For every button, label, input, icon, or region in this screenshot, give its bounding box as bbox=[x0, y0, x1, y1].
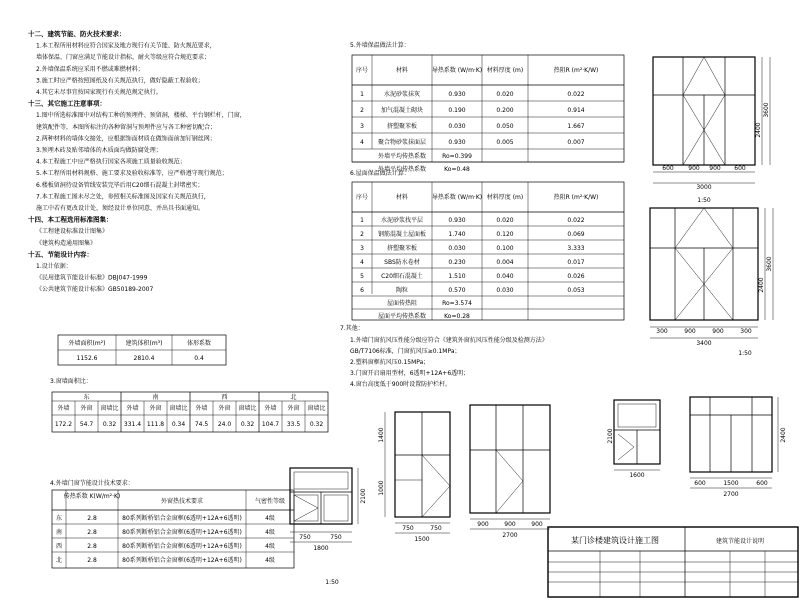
note-line: 4.本工程施工中应严格执行国家各项施工质量验收规范； bbox=[36, 158, 186, 166]
mat-cell: 0.030 bbox=[496, 286, 514, 294]
dim-3000: 3000 bbox=[696, 184, 712, 191]
window-elevation-c4 bbox=[607, 400, 660, 479]
note-line: 《公共建筑节能设计标准》GB50189-2007 bbox=[36, 286, 154, 294]
dim-1500: 1500 bbox=[414, 536, 430, 543]
dim-1800: 1800 bbox=[313, 545, 329, 552]
mat-footer-value: Ro=0.399 bbox=[442, 153, 472, 160]
note-line: 建筑配件等，本图所标注的各种留洞与预埋件应与各工种密切配合； bbox=[36, 123, 217, 131]
dim-750: 750 bbox=[330, 534, 342, 541]
mat-header: 材料 bbox=[395, 194, 409, 201]
mat-cell: 0.020 bbox=[496, 91, 514, 99]
dim-900: 900 bbox=[688, 165, 700, 172]
window-air: 4级 bbox=[265, 515, 275, 522]
note-line: 3.施工时应严格按照图纸及有关规范执行，做好隐蔽工程验收； bbox=[36, 77, 204, 85]
window-tech: 80系列断桥铝合金窗框(6透明+12A+6透明) bbox=[122, 515, 242, 522]
note-line: 4.其它未尽事宜按国家现行有关规范规定执行。 bbox=[36, 89, 162, 96]
ratio-value: 111.8 bbox=[146, 421, 165, 428]
window-orient: 东 bbox=[55, 515, 63, 522]
mat-cell: 0.017 bbox=[567, 258, 585, 266]
dim-900: 900 bbox=[712, 328, 724, 335]
mat-cell: 挤塑聚苯板 bbox=[386, 123, 418, 131]
mat-cell: 加气混凝土砌块 bbox=[380, 107, 424, 115]
mat-header: 材料 bbox=[395, 67, 409, 74]
mat-cell: 3 bbox=[360, 123, 364, 131]
mat-cell: 0.570 bbox=[448, 286, 466, 294]
note-line: 6.楼板留洞待设备管线安装完毕后用C20细石混凝土封堵密实； bbox=[36, 181, 204, 189]
ratio-group: 东 bbox=[83, 394, 90, 401]
note-line: 十五、节能设计内容： bbox=[28, 250, 93, 259]
mat-cell: 0.069 bbox=[567, 230, 585, 238]
mat-footer-value: Ko=0.48 bbox=[444, 166, 470, 173]
mat-cell: SBS防水卷材 bbox=[384, 258, 420, 266]
note-line: 十三、其它施工注意事项： bbox=[28, 99, 106, 108]
dim-750: 750 bbox=[299, 534, 311, 541]
mat-cell: 0.026 bbox=[567, 272, 585, 280]
ratio-subheader: 外墙 bbox=[126, 405, 139, 412]
dim-600: 600 bbox=[734, 165, 746, 172]
door-elevation-1 bbox=[653, 57, 770, 204]
mat-cell: 0.914 bbox=[567, 107, 585, 115]
note-line: GB/T7106标准，门窗抗风压≥0.1MPa； bbox=[350, 348, 461, 355]
dim-1000: 1000 bbox=[378, 480, 385, 496]
mat-header: 导热系数 (W/m·K) bbox=[431, 194, 483, 201]
mat-footer-value: Ko=0.28 bbox=[444, 313, 470, 320]
dim-2700: 2700 bbox=[502, 532, 518, 539]
window-k: 2.8 bbox=[87, 515, 97, 522]
section-3-title: 3.窗墙面积比： bbox=[50, 378, 92, 385]
mat-cell: 0.120 bbox=[496, 230, 514, 238]
mat-cell: 2 bbox=[360, 230, 364, 238]
note-line: 5.本工程所用材料规格、施工要求及验收标准等，应严格遵守现行规范； bbox=[36, 170, 228, 178]
summary-h3: 体形系数 bbox=[186, 340, 212, 347]
window-elevation-c1 bbox=[290, 468, 367, 586]
note-line: 1.本工程所用材料应符合国家及地方现行有关节能、防火规范要求， bbox=[36, 42, 216, 50]
ratio-subheader: 窗墙比 bbox=[307, 405, 326, 412]
mat-cell: 0.005 bbox=[496, 139, 514, 147]
note-line: 2.两种材料的墙体交接处，应根据饰面材质在做饰面前加钉钢丝网； bbox=[36, 135, 216, 143]
title-project: 某门诊楼建筑设计施工图 bbox=[571, 536, 659, 545]
note-line: 十二、建筑节能、防火技术要求： bbox=[28, 30, 126, 38]
dim-1500: 1500 bbox=[723, 480, 739, 487]
dim-2400: 2400 bbox=[780, 427, 787, 443]
mat-header: 序号 bbox=[355, 194, 369, 201]
note-line: 墙体保温、门窗应满足节能设计指标，耐火等级应符合规范要求； bbox=[36, 54, 211, 62]
ratio-subheader: 外墙 bbox=[195, 405, 208, 412]
mat-cell: 0.030 bbox=[448, 244, 466, 252]
mat-cell: 钢筋混凝土屋面板 bbox=[377, 230, 427, 238]
mat-cell: 0.004 bbox=[496, 258, 514, 266]
section-7-title: 7.其他： bbox=[340, 325, 364, 332]
mat-cell: 0.930 bbox=[448, 91, 466, 99]
ratio-value: 0.34 bbox=[171, 421, 186, 428]
dim-2700: 2700 bbox=[723, 491, 739, 498]
mat-footer-label: 外墙平均传热系数 bbox=[377, 153, 427, 160]
ratio-subheader: 窗墙比 bbox=[238, 405, 257, 412]
mat-footer-label: 外墙平均传热系数 bbox=[377, 166, 427, 173]
ratio-value: 54.7 bbox=[79, 421, 94, 428]
note-line: 4.窗台高度低于900时设置防护栏杆。 bbox=[350, 381, 452, 388]
wall-ratio-table bbox=[52, 392, 328, 432]
note-line: 《民用建筑节能设计标准》DBJ047-1999 bbox=[36, 274, 148, 282]
summary-v3: 0.4 bbox=[194, 355, 204, 362]
mat-header: 热阻R (m²·K/W) bbox=[553, 67, 599, 74]
summary-v1: 1152.6 bbox=[76, 355, 98, 362]
dim-900: 900 bbox=[531, 521, 543, 528]
ratio-subheader: 外窗 bbox=[218, 405, 231, 412]
dim-750: 750 bbox=[430, 525, 442, 532]
ratio-value: 24.0 bbox=[217, 421, 232, 428]
dim-600: 600 bbox=[662, 165, 674, 172]
mat-cell: 4 bbox=[360, 258, 364, 266]
ratio-group: 北 bbox=[290, 394, 297, 401]
mat-cell: 0.007 bbox=[567, 139, 585, 147]
dim-1400: 1400 bbox=[378, 427, 385, 443]
win-h-tech: 外窗热技术要求 bbox=[160, 498, 204, 505]
mat-footer-label: 屋面平均传热系数 bbox=[377, 313, 427, 320]
window-k: 2.8 bbox=[87, 529, 97, 536]
mat-cell: 聚合物砂浆抹面层 bbox=[377, 139, 427, 147]
mat-cell: 0.190 bbox=[448, 107, 466, 115]
ratio-value: 0.32 bbox=[102, 421, 117, 428]
mat-cell: 水泥砂浆找平层 bbox=[380, 216, 424, 224]
mat-cell: 水泥砂浆抹灰 bbox=[383, 91, 421, 99]
summary-table bbox=[58, 335, 226, 365]
note-line: 3.门窗开启扇用型材，6透明+12A+6透明； bbox=[350, 370, 470, 377]
section-4-title: 4.外墙门窗节能设计技术要求： bbox=[50, 480, 134, 487]
win-h-air: 气密性等级 bbox=[254, 498, 286, 505]
dim-900: 900 bbox=[477, 521, 489, 528]
ratio-value: 172.2 bbox=[54, 421, 73, 428]
mat-header: 导热系数 (W/m·K) bbox=[431, 67, 483, 74]
dim-3600: 3600 bbox=[766, 256, 773, 272]
ratio-subheader: 外窗 bbox=[80, 405, 93, 412]
mat-cell: 1 bbox=[360, 216, 364, 224]
dim-600: 600 bbox=[694, 480, 706, 487]
title-drawing: 建筑节能设计说明 bbox=[715, 538, 765, 545]
summary-h2: 建筑体积(m³) bbox=[125, 340, 163, 347]
dim-900: 900 bbox=[684, 328, 696, 335]
scale-label: 1:50 bbox=[325, 579, 339, 586]
summary-v2: 2810.4 bbox=[133, 355, 155, 362]
window-air: 4级 bbox=[265, 529, 275, 536]
note-line: 1.设计依据： bbox=[36, 263, 72, 270]
summary-h1: 外墙面积(m²) bbox=[68, 340, 106, 347]
section-5-title: 5.外墙保温做法计算： bbox=[350, 42, 410, 49]
window-orient: 北 bbox=[55, 557, 63, 564]
mat-header: 序号 bbox=[355, 67, 369, 74]
note-line: 1.外墙门窗抗风压性能分级应符合《建筑外窗抗风压性能分级及检测方法》 bbox=[350, 337, 548, 344]
mat-cell: 6 bbox=[360, 286, 364, 294]
ratio-value: 0.32 bbox=[309, 421, 324, 428]
window-elevation-c2 bbox=[378, 412, 450, 543]
door-elevation-2 bbox=[650, 208, 773, 357]
mat-header: 材料厚度 (m) bbox=[486, 67, 524, 74]
dim-750: 750 bbox=[402, 525, 414, 532]
roof-table bbox=[352, 182, 624, 320]
win-h-k: 传热系数 K(W/m²·K) bbox=[63, 493, 121, 500]
mat-cell: 0.050 bbox=[496, 123, 514, 131]
ratio-subheader: 外墙 bbox=[264, 405, 277, 412]
mat-cell: 0.930 bbox=[448, 139, 466, 147]
ratio-group: 南 bbox=[152, 394, 159, 401]
dim-2100: 2100 bbox=[360, 488, 367, 504]
ratio-value: 33.5 bbox=[286, 421, 301, 428]
ratio-value: 0.32 bbox=[240, 421, 255, 428]
dim-2100: 2100 bbox=[607, 428, 614, 444]
note-line: 《建筑构造通用图集》 bbox=[36, 239, 97, 247]
mat-cell: 1 bbox=[360, 91, 364, 99]
dim-2400: 2400 bbox=[758, 277, 765, 293]
scale-label: 1:50 bbox=[738, 350, 752, 357]
notes-left bbox=[28, 29, 246, 293]
mat-cell: 1.667 bbox=[567, 123, 585, 131]
ratio-value: 104.7 bbox=[261, 421, 280, 428]
ratio-group: 西 bbox=[221, 394, 228, 401]
window-orient: 西 bbox=[55, 543, 63, 550]
mat-cell: 0.020 bbox=[496, 216, 514, 224]
section-6-title: 6.屋面保温做法计算： bbox=[350, 170, 410, 177]
mat-cell: 5 bbox=[360, 272, 364, 280]
mat-cell: 0.053 bbox=[567, 286, 585, 294]
ratio-subheader: 窗墙比 bbox=[100, 405, 119, 412]
scale-label: 1:50 bbox=[697, 197, 711, 204]
title-block bbox=[548, 527, 798, 597]
ratio-value: 74.5 bbox=[194, 421, 209, 428]
wall-table bbox=[352, 55, 624, 173]
note-line: 施工中若有更改设计处，须经设计单位同意，并出具书面通知。 bbox=[36, 205, 205, 212]
notes-right bbox=[350, 336, 548, 388]
note-line: 2.塑料窗框抗风压0.15MPa； bbox=[350, 359, 430, 366]
mat-footer-label: 屋面传热阻 bbox=[386, 300, 418, 307]
mat-cell: 0.200 bbox=[496, 107, 514, 115]
mat-cell: 1.510 bbox=[448, 272, 466, 280]
window-tech: 80系列断桥铝合金窗框(6透明+12A+6透明) bbox=[122, 543, 242, 550]
window-air: 4级 bbox=[265, 543, 275, 550]
mat-cell: 0.230 bbox=[448, 258, 466, 266]
window-air: 4级 bbox=[265, 557, 275, 564]
note-line: 7.本工程施工图未尽之处，参照相关标准图及国家有关规范执行， bbox=[36, 193, 210, 201]
mat-cell: 0.930 bbox=[448, 216, 466, 224]
mat-cell: 3.333 bbox=[567, 244, 585, 252]
window-tech: 80系列断桥铝合金窗框(6透明+12A+6透明) bbox=[122, 557, 242, 564]
mat-cell: 0.100 bbox=[496, 244, 514, 252]
note-line: 2.外墙保温系统应采用不燃或难燃材料； bbox=[36, 65, 144, 73]
door-elevation-3 bbox=[690, 397, 787, 498]
mat-cell: 3 bbox=[360, 244, 364, 252]
note-line: 十四、本工程选用标准图集： bbox=[28, 215, 113, 224]
mat-cell: 0.022 bbox=[567, 91, 585, 99]
window-orient: 南 bbox=[55, 529, 63, 536]
ratio-subheader: 窗墙比 bbox=[169, 405, 188, 412]
mat-cell: 0.022 bbox=[567, 216, 585, 224]
window-elevation-c3 bbox=[470, 405, 550, 539]
note-line: 1.图中所选标准图中对结构工种的预埋件、预留洞，楼梯、平台钢栏杆，门窗， bbox=[36, 112, 246, 120]
dim-300: 300 bbox=[740, 328, 752, 335]
window-tech: 80系列断桥铝合金窗框(6透明+12A+6透明) bbox=[122, 529, 242, 536]
dim-3600: 3600 bbox=[763, 102, 770, 118]
window-table bbox=[52, 490, 294, 568]
window-k: 2.8 bbox=[87, 543, 97, 550]
ratio-subheader: 外墙 bbox=[57, 405, 70, 412]
mat-cell: 4 bbox=[360, 139, 364, 147]
mat-cell: 2 bbox=[360, 107, 364, 115]
mat-cell: 挤塑聚苯板 bbox=[386, 244, 418, 252]
mat-cell: 1.740 bbox=[448, 230, 466, 238]
dim-3400: 3400 bbox=[696, 340, 712, 347]
mat-cell: C20细石混凝土 bbox=[381, 272, 423, 280]
note-line: 3.预埋木砖及贴邻墙体的木质面均做防腐处理； bbox=[36, 147, 162, 154]
dim-1600: 1600 bbox=[629, 472, 645, 479]
dim-2400: 2400 bbox=[755, 122, 762, 138]
mat-cell: 陶粒 bbox=[395, 286, 409, 294]
dim-900: 900 bbox=[709, 165, 721, 172]
ratio-value: 331.4 bbox=[123, 421, 142, 428]
mat-footer-value: Ro=3.574 bbox=[442, 300, 472, 307]
mat-cell: 0.040 bbox=[496, 272, 514, 280]
mat-header: 热阻R (m²·K/W) bbox=[553, 194, 599, 201]
window-k: 2.8 bbox=[87, 557, 97, 564]
note-line: 《工程建设标准设计图集》 bbox=[36, 228, 109, 236]
mat-header: 材料厚度 (m) bbox=[486, 194, 524, 201]
dim-300: 300 bbox=[656, 328, 668, 335]
dim-900: 900 bbox=[504, 521, 516, 528]
mat-cell: 0.030 bbox=[448, 123, 466, 131]
dim-600: 600 bbox=[756, 480, 768, 487]
ratio-subheader: 外窗 bbox=[149, 405, 162, 412]
ratio-subheader: 外窗 bbox=[287, 405, 300, 412]
